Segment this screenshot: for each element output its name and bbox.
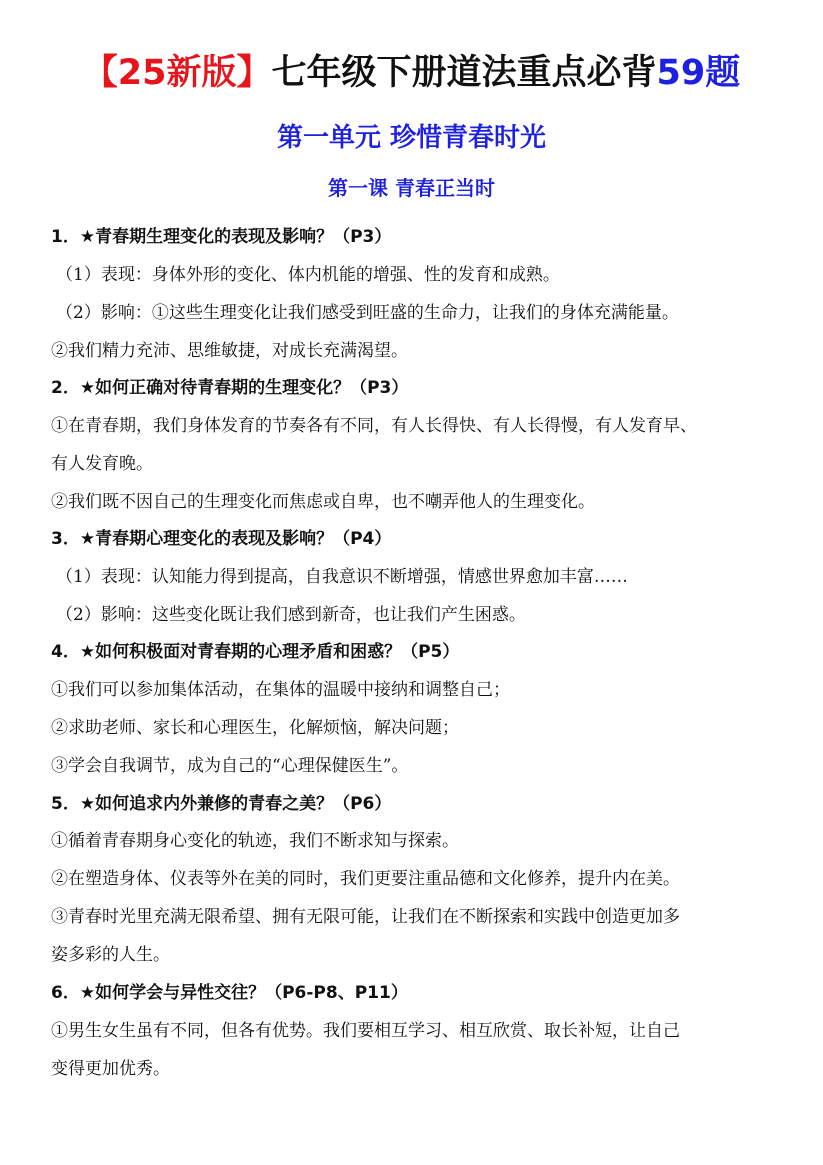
answer-line: ③青春时光里充满无限希望、拥有无限可能，让我们在不断探索和实践中创造更加多 bbox=[51, 907, 680, 927]
answer-line: ②我们既不因自己的生理变化而焦虑或自卑，也不嘲弄他人的生理变化。 bbox=[51, 492, 595, 512]
question-1: 1．★青春期生理变化的表现及影响？（P3） bbox=[51, 227, 392, 247]
answer-line: ②求助老师、家长和心理医生，化解烦恼，解决问题； bbox=[51, 718, 459, 738]
answer-line: ①我们可以参加集体活动，在集体的温暖中接纳和调整自己； bbox=[51, 680, 510, 700]
answer-line: ①男生女生虽有不同，但各有优势。我们要相互学习、相互欣赏、取长补短，让自己 bbox=[51, 1021, 680, 1041]
answer-line: ①在青春期，我们身体发育的节奏各有不同，有人长得快、有人长得慢，有人发育早、 bbox=[51, 416, 697, 436]
answer-line: （2）影响：这些变化既让我们感到新奇，也让我们产生困惑。 bbox=[56, 605, 526, 625]
answer-line: ②在塑造身体、仪表等外在美的同时，我们更要注重品德和文化修养，提升内在美。 bbox=[51, 869, 680, 889]
question-3: 3．★青春期心理变化的表现及影响？（P4） bbox=[51, 529, 392, 549]
lesson-heading: 第一课 青春正当时 bbox=[328, 176, 495, 200]
question-6: 6．★如何学会与异性交往？（P6-P8、P11） bbox=[51, 983, 408, 1003]
answer-line: ①循着青春期身心变化的轨迹，我们不断求知与探索。 bbox=[51, 831, 459, 851]
answer-line: 变得更加优秀。 bbox=[51, 1059, 170, 1079]
answer-line: 姿多彩的人生。 bbox=[51, 945, 170, 965]
title-count: 59题 bbox=[656, 53, 741, 93]
title-edition-tag: 【25新版】 bbox=[82, 53, 272, 93]
page-title bbox=[0, 50, 823, 96]
unit-heading: 第一单元 珍惜青春时光 bbox=[276, 123, 547, 153]
question-4: 4．★如何积极面对青春期的心理矛盾和困惑？（P5） bbox=[51, 642, 460, 662]
question-5: 5．★如何追求内外兼修的青春之美？（P6） bbox=[51, 794, 392, 814]
answer-line: （2）影响：①这些生理变化让我们感受到旺盛的生命力，让我们的身体充满能量。 bbox=[56, 303, 679, 323]
title-main: 七年级下册道法重点必背 bbox=[271, 53, 657, 93]
answer-line: （1）表现：身体外形的变化、体内机能的增强、性的发育和成熟。 bbox=[56, 265, 560, 285]
answer-line: ②我们精力充沛、思维敏捷，对成长充满渴望。 bbox=[51, 341, 408, 361]
answer-line: 有人发育晚。 bbox=[51, 454, 153, 474]
answer-line: （1）表现：认知能力得到提高，自我意识不断增强，情感世界愈加丰富…… bbox=[56, 567, 628, 587]
answer-line: ③学会自我调节，成为自己的“心理保健医生”。 bbox=[51, 756, 409, 776]
question-2: 2．★如何正确对待青春期的生理变化？（P3） bbox=[51, 378, 409, 398]
